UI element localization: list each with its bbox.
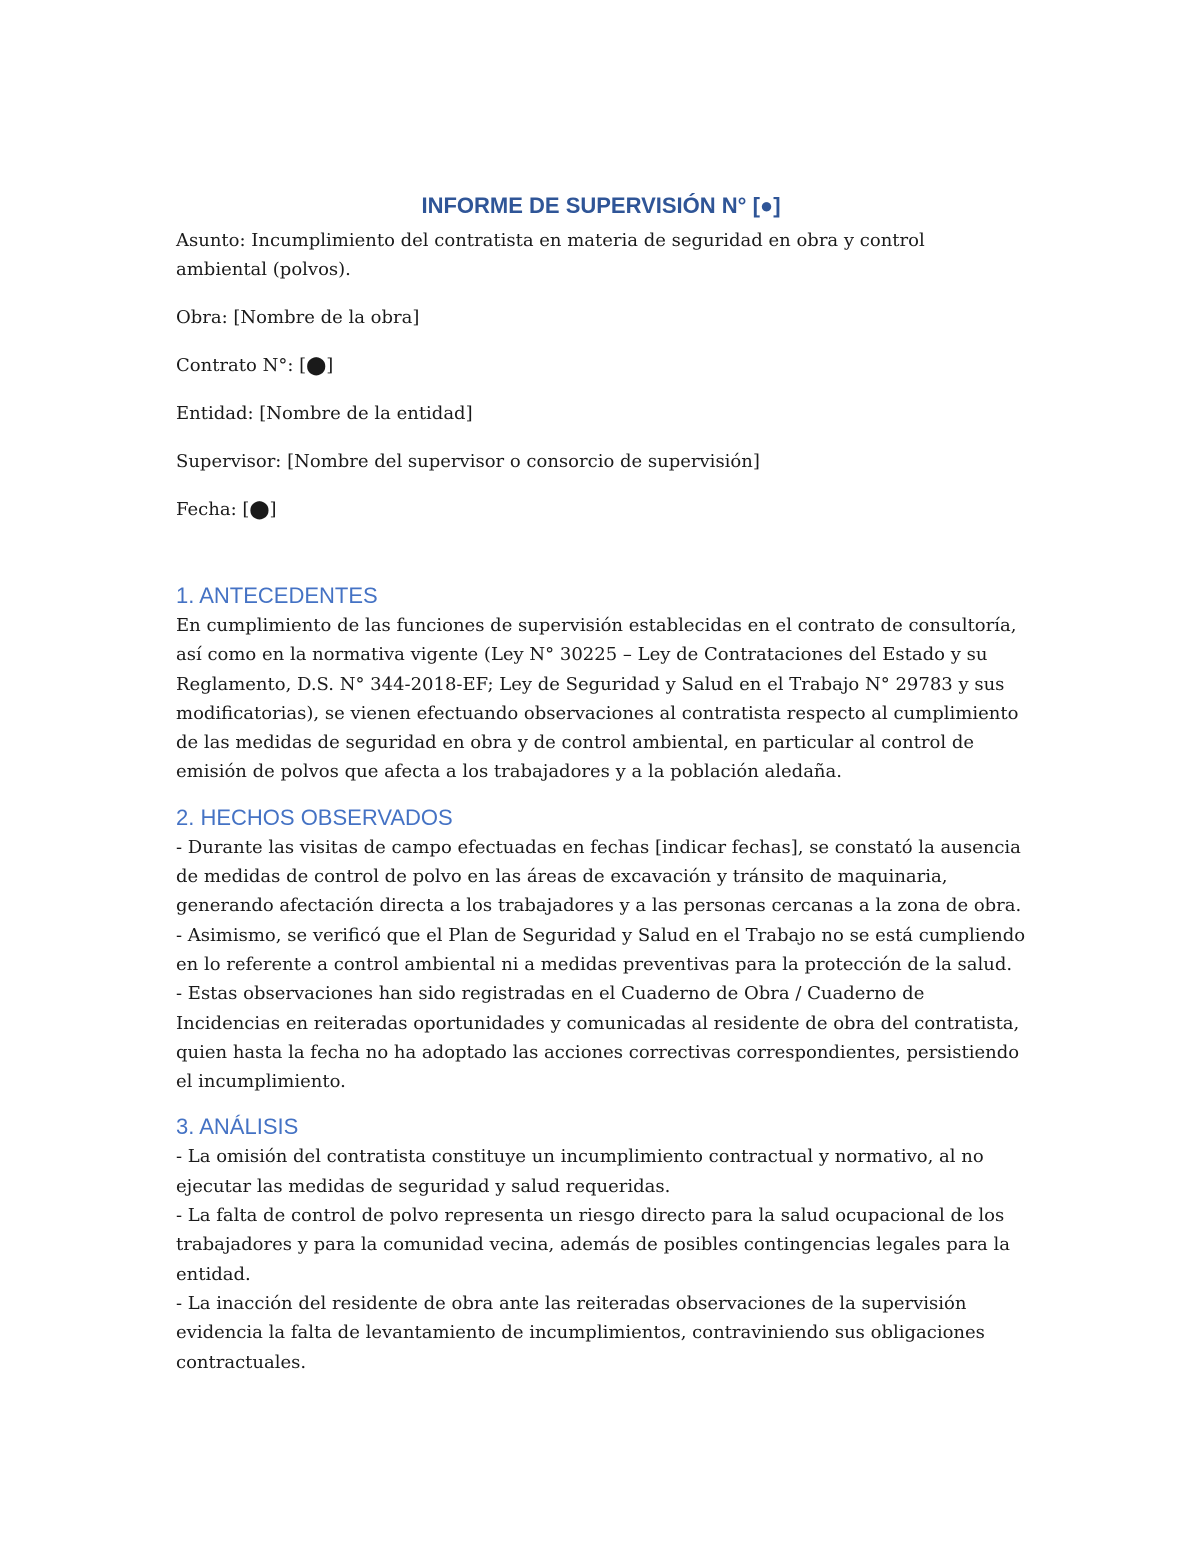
report-sections xyxy=(176,581,1026,1377)
paragraph-line: Reglamento, D.S. N° 344-2018-EF; Ley de Seguridad y Salud en el Trabajo N° 29783 y sus xyxy=(176,673,1005,695)
supervisor-field: Supervisor: [Nombre del supervisor o consorcio de supervisión] xyxy=(176,451,760,472)
section xyxy=(176,1112,1026,1376)
section-paragraph xyxy=(176,833,1026,1097)
paragraph-line: emisión de polvos que afecta a los trabajadores y a la población aledaña. xyxy=(176,761,842,783)
section-heading: 3. ANÁLISIS xyxy=(176,1114,299,1140)
section-paragraph xyxy=(176,1142,1026,1376)
subject-line xyxy=(176,226,1026,284)
entidad-field: Entidad: [Nombre de la entidad] xyxy=(176,403,473,424)
paragraph-line: en lo referente a control ambiental ni a medidas preventivas para la protección de la salud. xyxy=(176,953,1013,975)
paragraph-line: - Durante las visitas de campo efectuadas en fechas [indicar fechas], se constató la ausencia xyxy=(176,836,1021,858)
paragraph-line: modificatorias), se vienen efectuando observaciones al contratista respecto al cumplimiento xyxy=(176,702,1019,724)
section xyxy=(176,803,1026,1097)
paragraph-line: quien hasta la fecha no ha adoptado las acciones correctivas correspondientes, persistiendo xyxy=(176,1041,1020,1063)
report-metadata xyxy=(176,226,1026,524)
section-heading: 1. ANTECEDENTES xyxy=(176,583,378,608)
paragraph-line: Incidencias en reiteradas oportunidades y comunicadas al residente de obra del contratista, xyxy=(176,1012,1020,1034)
subject-text-line-1: Asunto: Incumplimiento del contratista en materia de seguridad en obra y control xyxy=(176,230,925,251)
contrato-field: Contrato N°: [⬤] xyxy=(176,355,334,376)
paragraph-line: así como en la normativa vigente (Ley N° 30225 – Ley de Contrataciones del Estado y su xyxy=(176,644,988,666)
paragraph-line: - Asimismo, se verificó que el Plan de Seguridad y Salud en el Trabajo no se está cumpliendo xyxy=(176,924,1026,946)
paragraph-line: - Estas observaciones han sido registradas en el Cuaderno de Obra / Cuaderno de xyxy=(176,983,925,1005)
paragraph-line: contractuales. xyxy=(176,1351,307,1373)
subject-text-line-2: ambiental (polvos). xyxy=(176,259,351,280)
paragraph-line: el incumplimiento. xyxy=(176,1071,346,1093)
paragraph-line: En cumplimiento de las funciones de supervisión establecidas en el contrato de consultoría, xyxy=(176,615,1017,636)
paragraph-line: de medidas de control de polvo en las áreas de excavación y tránsito de maquinaria, xyxy=(176,866,948,888)
paragraph-line: - La inacción del residente de obra ante las reiteradas observaciones de la supervisión xyxy=(176,1292,967,1314)
paragraph-line: - La falta de control de polvo representa un riesgo directo para la salud ocupacional de los xyxy=(176,1205,1005,1227)
paragraph-line: - La omisión del contratista constituye un incumplimiento contractual y normativo, al no xyxy=(176,1146,984,1168)
section-heading: 2. HECHOS OBSERVADOS xyxy=(176,804,453,830)
paragraph-line: de las medidas de seguridad en obra y de control ambiental, en particular al control de xyxy=(176,732,974,754)
document-body xyxy=(176,190,1026,1377)
section xyxy=(176,581,1026,787)
fecha-field: Fecha: [⬤] xyxy=(176,499,277,520)
paragraph-line: evidencia la falta de levantamiento de incumplimientos, contraviniendo sus obligaciones xyxy=(176,1322,985,1344)
paragraph-line: generando afectación directa a los trabajadores y a las personas cercanas a la zona de obra. xyxy=(176,895,1022,917)
obra-field: Obra: [Nombre de la obra] xyxy=(176,307,420,328)
section-paragraph xyxy=(176,611,1026,787)
paragraph-line: entidad. xyxy=(176,1263,251,1285)
paragraph-line: ejecutar las medidas de seguridad y salud requeridas. xyxy=(176,1175,671,1197)
report-title: INFORME DE SUPERVISIÓN N° [●] xyxy=(421,193,781,218)
paragraph-line: trabajadores y para la comunidad vecina, además de posibles contingencias legales para la xyxy=(176,1234,1011,1256)
